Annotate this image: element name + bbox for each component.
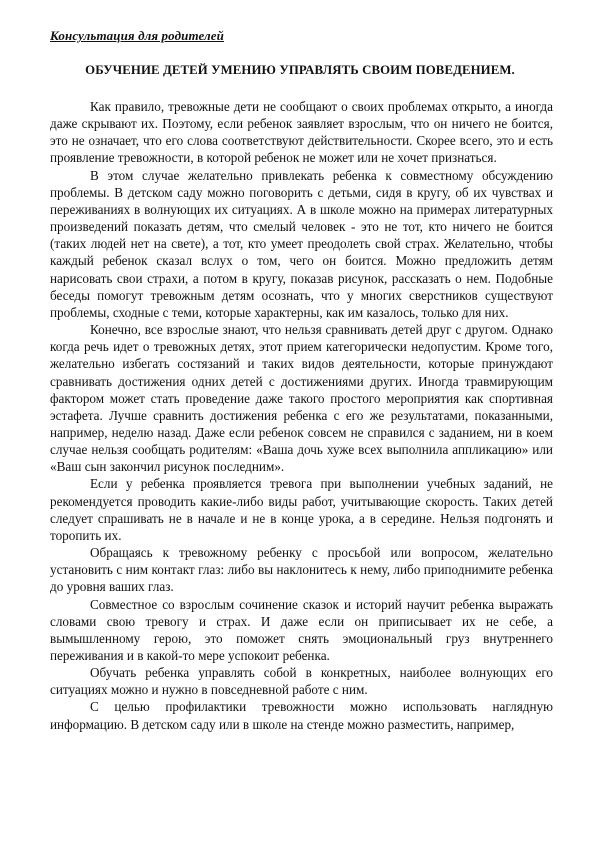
document-title: ОБУЧЕНИЕ ДЕТЕЙ УМЕНИЮ УПРАВЛЯТЬ СВОИМ ПОВЕДЕНИЕМ. — [85, 63, 515, 77]
document-header: Консультация для родителей — [50, 28, 225, 43]
paragraph: В этом случае желательно привлекать ребенка к совместному обсуждению проблемы. В детском саду можно поговорить с детьми, сидя в кругу, об их чувствах и переживаниях в волнующих их ситуациях. А в школе можно на примерах литературных произведений показать детям, что смелый человек - это не тот, кто ничего не боится (таких людей нет на свете), а тот, кто умеет преодолеть свой страх. Желательно, чтобы каждый ребенок сказал вслух о том, чего он боится. Можно предложить детям нарисовать свои страхи, а потом в кругу, показав рисунок, рассказать о нем. Подобные беседы помогут тревожным детям осознать, что у многих сверстников существуют проблемы, сходные с теми, которые характерны, как им казалось, только для них. — [50, 167, 553, 320]
document-body — [50, 98, 553, 733]
paragraph: Конечно, все взрослые знают, что нельзя сравнивать детей друг с другом. Однако когда речь идет о тревожных детях, этот прием категорически недопустим. Кроме того, желательно избегать состязаний и таких видов деятельности, которые принуждают сравнивать достижения одних детей с достижениями других. Иногда травмирующим фактором может стать проведение даже такого простого мероприятия как спортивная эстафета. Лучше сравнить достижения ребенка с его же результатами, показанными, например, неделю назад. Даже если ребенок совсем не справился с заданием, ни в коем случае нельзя сообщать родителям: «Ваша дочь хуже всех выполнила аппликацию» или «Ваш сын закончил рисунок последним». — [50, 322, 553, 475]
paragraph: С целью профилактики тревожности можно использовать наглядную информацию. В детском саду или в школе на стенде можно разместить, например, — [50, 699, 553, 732]
paragraph: Как правило, тревожные дети не сообщают о своих проблемах открыто, а иногда даже скрывают их. Поэтому, если ребенок заявляет взрослым, что он ничего не боится, это не означает, что его слова соответствуют действительности. Скорее всего, это и есть проявление тревожности, в которой ребенок не может или не хочет признаться. — [50, 99, 553, 166]
paragraph: Обучать ребенка управлять собой в конкретных, наиболее волнующих его ситуациях можно и нужно в повседневной работе с ним. — [50, 665, 553, 698]
paragraph: Если у ребенка проявляется тревога при выполнении учебных заданий, не рекомендуется проводить какие-либо виды работ, учитывающие скорость. Таких детей следует спрашивать не в начале и не в конце урока, а в середине. Нельзя подгонять и торопить их. — [50, 476, 553, 543]
paragraph: Обращаясь к тревожному ребенку с просьбой или вопросом, желательно установить с ним контакт глаз: либо вы наклонитесь к нему, либо приподнимите ребенка до уровня ваших глаз. — [50, 545, 553, 595]
paragraph: Совместное со взрослым сочинение сказок и историй научит ребенка выражать словами свою тревогу и страх. И даже если он приписывает их не себе, а вымышленному герою, это поможет снять эмоциональный груз внутреннего переживания и в какой-то мере успокоит ребенка. — [50, 596, 553, 663]
